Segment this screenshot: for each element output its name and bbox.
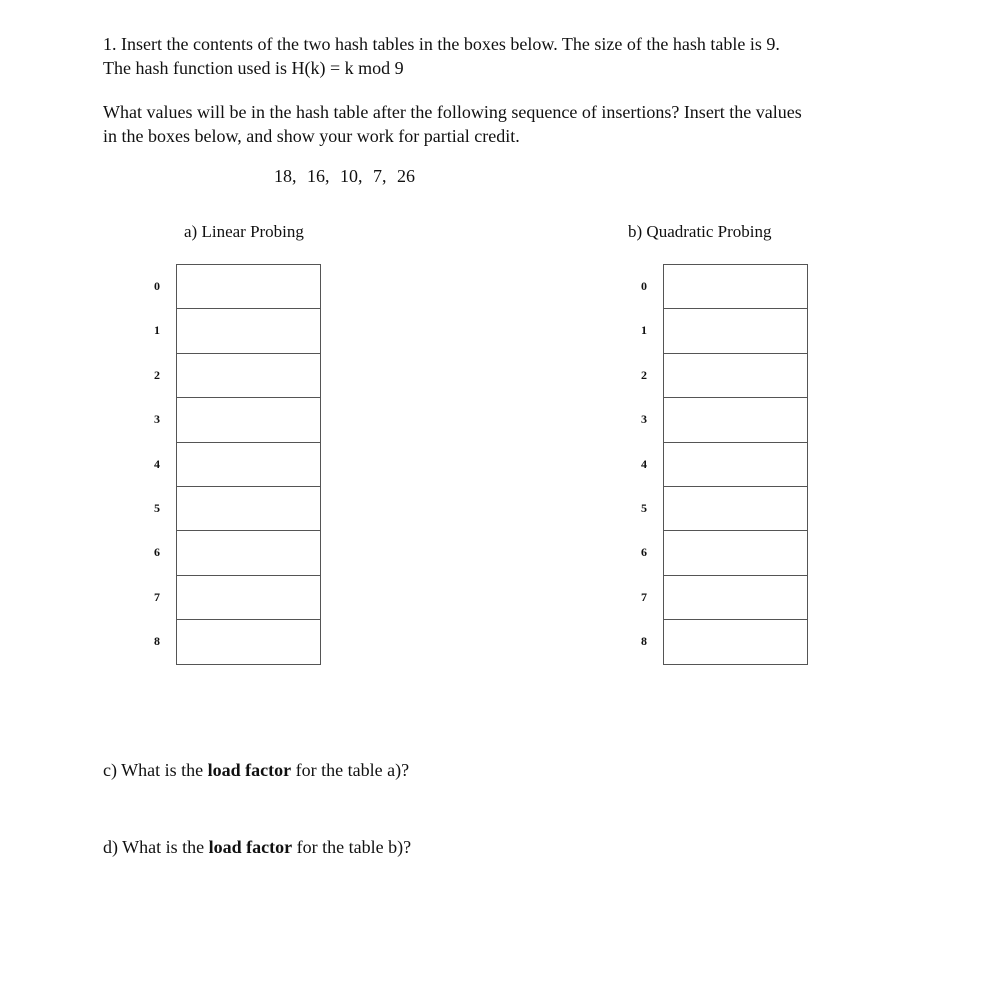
linear-probing-table bbox=[145, 264, 320, 664]
question-d-suffix: for the table b)? bbox=[292, 837, 412, 857]
answer-box[interactable] bbox=[663, 486, 808, 530]
insertion-sequence: 18, 16, 10, 7, 26 bbox=[274, 166, 415, 186]
slot-index: 2 bbox=[154, 367, 160, 382]
quadratic-probing-table bbox=[632, 264, 807, 664]
table-a-slot-0 bbox=[145, 264, 320, 308]
table-a-slot-8 bbox=[145, 619, 320, 663]
table-b-slot-4 bbox=[632, 442, 807, 486]
question-c-prefix: c) What is the bbox=[103, 760, 208, 780]
table-a-slot-2 bbox=[145, 353, 320, 397]
answer-box[interactable] bbox=[663, 397, 808, 441]
problem-intro-line1: 1. Insert the contents of the two hash tables in the boxes below. The size of the hash table is 9. bbox=[103, 34, 780, 54]
table-a-slot-6 bbox=[145, 530, 320, 574]
table-a-slot-7 bbox=[145, 575, 320, 619]
slot-index: 8 bbox=[154, 634, 160, 649]
problem-intro bbox=[103, 32, 903, 80]
slot-index: 8 bbox=[641, 634, 647, 649]
problem-question-line1: What values will be in the hash table after the following sequence of insertions? Insert the values bbox=[103, 102, 802, 122]
slot-index: 2 bbox=[641, 367, 647, 382]
answer-box[interactable] bbox=[663, 575, 808, 619]
table-b-slot-3 bbox=[632, 397, 807, 441]
answer-box[interactable] bbox=[176, 619, 321, 664]
table-a-slot-1 bbox=[145, 308, 320, 352]
question-d-prefix: d) What is the bbox=[103, 837, 209, 857]
question-c-bold: load factor bbox=[207, 760, 292, 780]
answer-box[interactable] bbox=[663, 619, 808, 664]
answer-box[interactable] bbox=[663, 530, 808, 574]
slot-index: 0 bbox=[641, 279, 647, 293]
slot-index: 4 bbox=[154, 456, 160, 471]
question-d bbox=[103, 835, 411, 859]
answer-box[interactable] bbox=[176, 308, 321, 352]
slot-index: 4 bbox=[641, 456, 647, 471]
answer-box[interactable] bbox=[176, 530, 321, 574]
slot-index: 0 bbox=[154, 279, 160, 293]
problem-question bbox=[103, 100, 903, 148]
table-b-slot-0 bbox=[632, 264, 807, 308]
table-b-slot-1 bbox=[632, 308, 807, 352]
answer-box[interactable] bbox=[176, 486, 321, 530]
question-c bbox=[103, 758, 409, 782]
question-d-bold: load factor bbox=[208, 837, 293, 857]
slot-index: 6 bbox=[641, 545, 647, 560]
table-b-slot-8 bbox=[632, 619, 807, 663]
slot-index: 6 bbox=[154, 545, 160, 560]
table-b-slot-5 bbox=[632, 486, 807, 530]
answer-box[interactable] bbox=[176, 442, 321, 486]
slot-index: 1 bbox=[154, 323, 160, 338]
table-b-slot-7 bbox=[632, 575, 807, 619]
table-b-slot-2 bbox=[632, 353, 807, 397]
table-a-slot-4 bbox=[145, 442, 320, 486]
slot-index: 7 bbox=[154, 589, 160, 604]
answer-box[interactable] bbox=[176, 353, 321, 397]
table-a-slot-3 bbox=[145, 397, 320, 441]
table-b-title: b) Quadratic Probing bbox=[628, 222, 772, 241]
slot-index: 1 bbox=[641, 323, 647, 338]
answer-box[interactable] bbox=[663, 264, 808, 308]
slot-index: 5 bbox=[154, 500, 160, 515]
table-a-slot-5 bbox=[145, 486, 320, 530]
answer-box[interactable] bbox=[176, 264, 321, 308]
answer-box[interactable] bbox=[663, 353, 808, 397]
answer-box[interactable] bbox=[663, 308, 808, 352]
problem-question-line2: in the boxes below, and show your work for partial credit. bbox=[103, 126, 520, 146]
slot-index: 3 bbox=[641, 412, 647, 427]
slot-index: 7 bbox=[641, 589, 647, 604]
answer-box[interactable] bbox=[176, 575, 321, 619]
problem-intro-line2: The hash function used is H(k) = k mod 9 bbox=[103, 58, 404, 78]
slot-index: 5 bbox=[641, 500, 647, 515]
table-b-slot-6 bbox=[632, 530, 807, 574]
slot-index: 3 bbox=[154, 412, 160, 427]
table-a-title: a) Linear Probing bbox=[184, 222, 304, 241]
answer-box[interactable] bbox=[663, 442, 808, 486]
question-c-suffix: for the table a)? bbox=[291, 760, 410, 780]
answer-box[interactable] bbox=[176, 397, 321, 441]
